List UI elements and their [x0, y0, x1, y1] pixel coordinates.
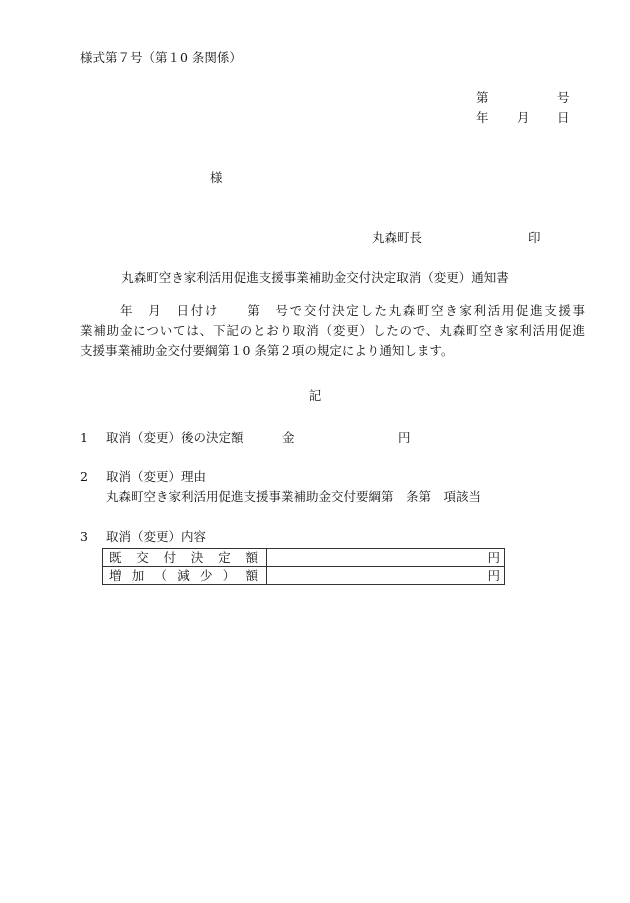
body-line: 支援事業補助金交付要綱第１0 条第２項の規定により通知します。 — [80, 343, 454, 358]
document-number-dai: 第 — [476, 90, 489, 105]
document-title: 丸森町空き家利活用促進支援事業補助金交付決定取消（変更）通知書 — [121, 270, 509, 285]
issuer-name: 丸森町長 — [372, 230, 423, 245]
row-label-existing-amount: 既交付決定額 — [103, 549, 267, 567]
body-paragraph — [80, 301, 585, 361]
reason-detail: 丸森町空き家利活用促進支援事業補助金交付要綱第 条第 項該当 — [106, 489, 482, 504]
item-number: 1 — [80, 430, 88, 445]
ki-heading: 記 — [308, 388, 322, 403]
issuer-seal-mark: 印 — [528, 230, 541, 245]
table-row — [103, 567, 505, 585]
amount-table — [102, 548, 505, 585]
document-number-go: 号 — [557, 90, 570, 105]
body-line: 年 月 日付け 第 号で交付決定した丸森町空き家利活用促進支援事 — [120, 303, 585, 318]
item-number: 2 — [80, 469, 88, 484]
item-number: 3 — [80, 529, 88, 544]
row-value-existing-amount: 円 — [267, 549, 505, 567]
row-label-increase-decrease: 増加（減少）額 — [103, 567, 267, 585]
body-line: 業補助金については、下記のとおり取消（変更）したので、丸森町空き家利活用促進 — [80, 323, 585, 338]
date-month-label: 月 — [517, 110, 530, 125]
date-day-label: 日 — [557, 110, 570, 125]
item-label: 取消（変更）内容 — [106, 529, 207, 544]
amount-kin-label: 金 — [282, 430, 295, 445]
form-number-label: 様式第７号（第１0 条関係） — [80, 50, 242, 65]
table-row — [103, 549, 505, 567]
item-label: 取消（変更）後の決定額 — [106, 430, 244, 445]
amount-yen-label: 円 — [398, 430, 411, 445]
recipient-honorific: 様 — [210, 170, 223, 185]
date-year-label: 年 — [476, 110, 489, 125]
row-value-increase-decrease: 円 — [267, 567, 505, 585]
item-label: 取消（変更）理由 — [106, 469, 207, 484]
